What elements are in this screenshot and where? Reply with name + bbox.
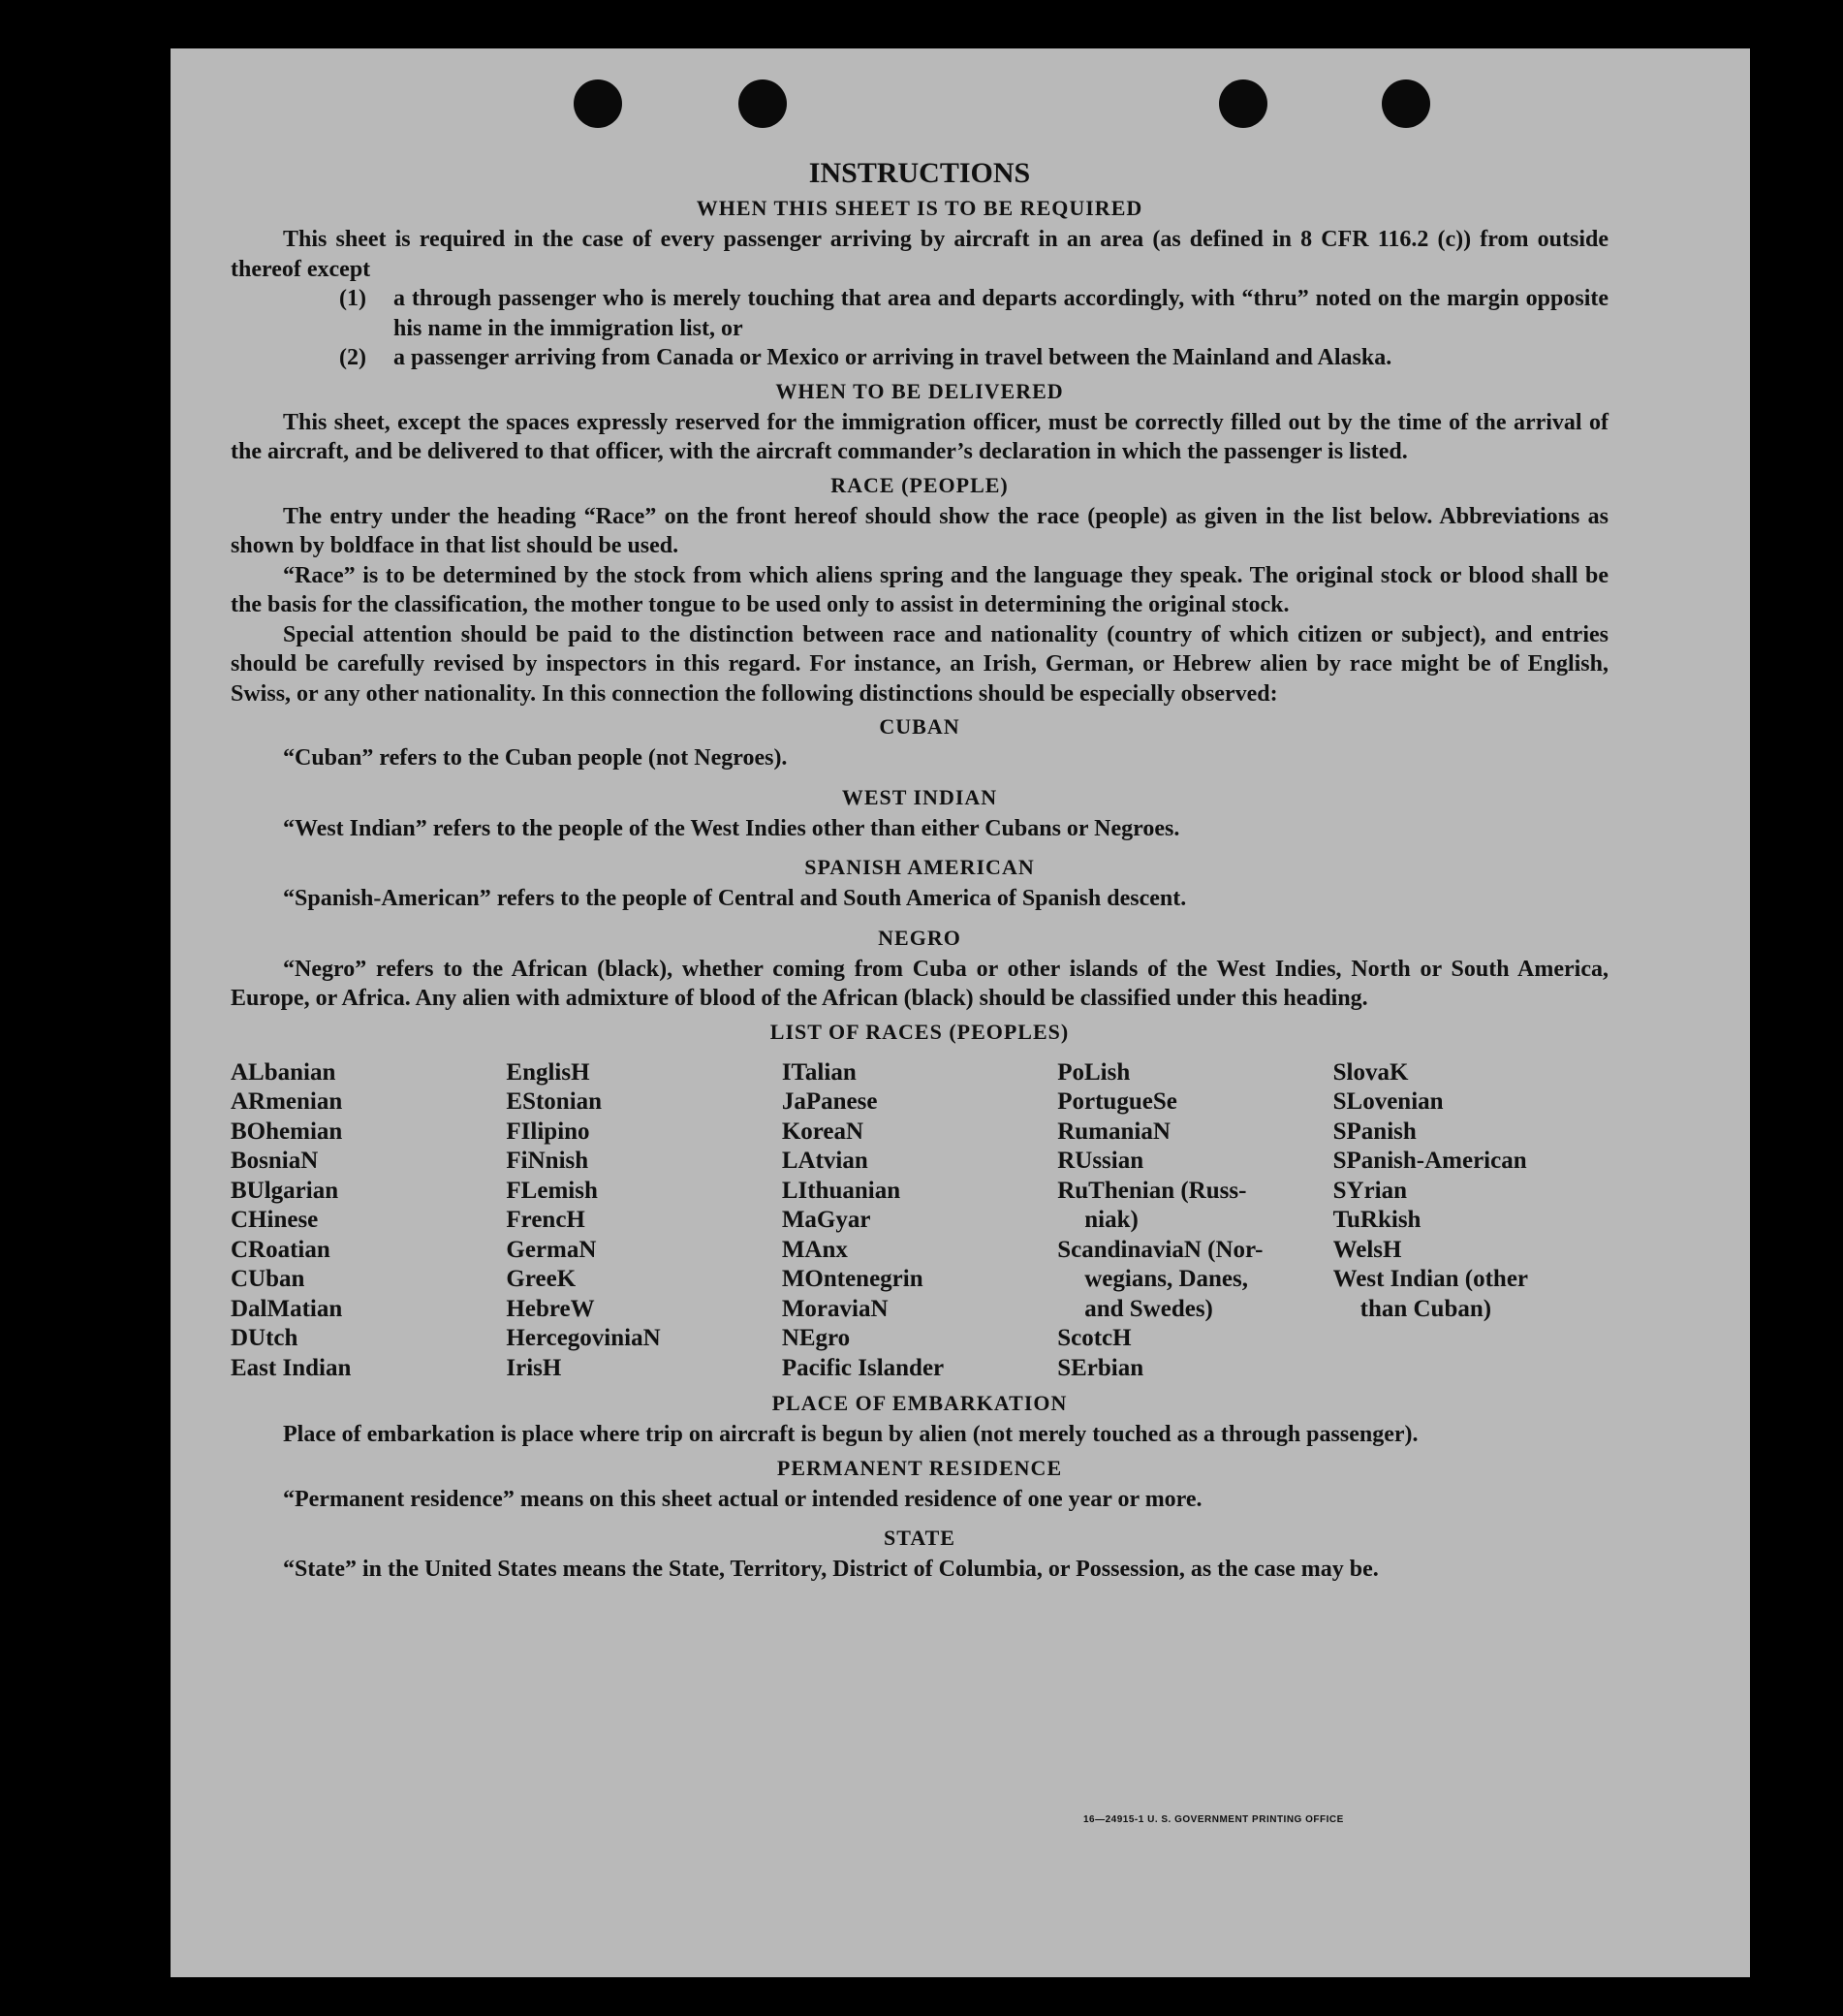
race-entry: FLemish bbox=[506, 1177, 598, 1204]
race-entry: and Swedes) bbox=[1084, 1295, 1213, 1322]
required-intro: This sheet is required in the case of every passenger arriving by aircraft in an area (as defined in 8 CFR 116.2 (c)) from outside thereof except bbox=[231, 227, 1609, 282]
cuban-text: “Cuban” refers to the Cuban people (not Negroes). bbox=[283, 745, 788, 771]
race-entry: MOntenegrin bbox=[781, 1266, 923, 1292]
list-item bbox=[339, 343, 1609, 373]
race-entry: SLovenian bbox=[1332, 1088, 1444, 1115]
page-title: INSTRUCTIONS bbox=[808, 157, 1031, 189]
race-entry: KoreaN bbox=[781, 1118, 864, 1145]
race-entry: BUlgarian bbox=[231, 1177, 339, 1204]
race-entry: NEgro bbox=[781, 1325, 851, 1351]
embarkation-text: Place of embarkation is place where trip on aircraft is begun by alien (not merely touched as a through passenger). bbox=[283, 1422, 1419, 1447]
race-entry: GermaN bbox=[506, 1236, 597, 1263]
west-indian-text: “West Indian” refers to the people of the West Indies other than either Cubans or Negroes. bbox=[283, 815, 1180, 841]
printing-office-imprint: 16—24915-1 U. S. GOVERNMENT PRINTING OFFICE bbox=[1083, 1814, 1344, 1825]
race-entry: DalMatian bbox=[231, 1295, 343, 1322]
race-entry: WelsH bbox=[1332, 1236, 1402, 1263]
spanish-american-text: “Spanish-American” refers to the people of Central and South America of Spanish descent. bbox=[283, 886, 1187, 911]
race-entry: FIlipino bbox=[506, 1118, 590, 1145]
heading-residence: PERMANENT RESIDENCE bbox=[776, 1455, 1063, 1480]
race-entry: ARmenian bbox=[231, 1088, 343, 1115]
list-item bbox=[339, 284, 1609, 343]
race-entry: ScotcH bbox=[1057, 1325, 1132, 1351]
race-paragraph: “Race” is to be determined by the stock from which aliens spring and the language they speak. The original stock or blood shall be the basis for the classification, the mother tongue to be used only to assist in determining the original stock. bbox=[231, 562, 1609, 617]
race-paragraph: Special attention should be paid to the distinction between race and nationality (country of which citizen or subject), and entries should be carefully revised by inspectors in this regard. For instance, an Irish, German, or Hebrew alien by race might be of English, Swiss, or any other nationality. In this connection the following distinctions should be especially observed: bbox=[231, 621, 1609, 707]
race-entry: CUban bbox=[231, 1266, 305, 1292]
race-entry: BOhemian bbox=[231, 1118, 343, 1145]
item-text: a passenger arriving from Canada or Mexico or arriving in travel between the Mainland and Alaska. bbox=[393, 345, 1392, 370]
race-entry: SErbian bbox=[1057, 1354, 1144, 1381]
race-entry: ITalian bbox=[781, 1058, 857, 1086]
race-entry: niak) bbox=[1084, 1207, 1139, 1233]
race-entry: JaPanese bbox=[781, 1088, 878, 1115]
race-entry: FrencH bbox=[506, 1207, 585, 1233]
race-entry: PoLish bbox=[1057, 1058, 1131, 1086]
race-entry: ALbanian bbox=[231, 1058, 336, 1086]
delivered-text: This sheet, except the spaces expressly reserved for the immigration officer, must be correctly filled out by the time of the arrival of the aircraft, and be delivered to that officer, with the aircraft commander’s declaration in which the passenger is listed. bbox=[231, 409, 1609, 464]
races-column bbox=[1333, 1058, 1609, 1384]
race-entry: West Indian (other bbox=[1332, 1266, 1529, 1292]
races-column bbox=[231, 1058, 506, 1384]
race-entry: DUtch bbox=[231, 1325, 298, 1351]
race-entry: FiNnish bbox=[506, 1148, 589, 1174]
race-entry: SPanish-American bbox=[1332, 1148, 1527, 1174]
race-entry: LAtvian bbox=[781, 1148, 868, 1174]
races-list bbox=[231, 1058, 1609, 1384]
race-paragraph: The entry under the heading “Race” on the front hereof should show the race (people) as given in the list below. Abbreviations as shown by boldface in that list should be used. bbox=[231, 503, 1609, 558]
form-sheet bbox=[171, 48, 1750, 1977]
race-entry: MAnx bbox=[781, 1236, 848, 1263]
race-entry: EStonian bbox=[506, 1088, 603, 1115]
race-entry: MaGyar bbox=[781, 1207, 871, 1233]
race-entry: GreeK bbox=[506, 1266, 577, 1292]
punch-hole bbox=[574, 79, 622, 128]
race-entry: HercegoviniaN bbox=[506, 1325, 661, 1351]
heading-list-of-races: LIST OF RACES (PEOPLES) bbox=[769, 1019, 1070, 1044]
race-entry: MoraviaN bbox=[781, 1295, 889, 1322]
race-entry: PortugueSe bbox=[1057, 1088, 1177, 1115]
item-number: (1) bbox=[339, 286, 366, 311]
race-entry: ScandinaviaN (Nor- bbox=[1057, 1236, 1264, 1263]
negro-text: “Negro” refers to the African (black), whether coming from Cuba or other islands of the West Indies, North or South America, Europe, or Africa. Any alien with admixture of blood of the African (black) should be classified under this heading. bbox=[231, 956, 1609, 1011]
heading-state: STATE bbox=[884, 1526, 955, 1550]
race-entry: HebreW bbox=[506, 1295, 595, 1322]
race-entry: SYrian bbox=[1332, 1177, 1408, 1204]
race-entry: BosniaN bbox=[231, 1148, 319, 1174]
heading-spanish-american: SPANISH AMERICAN bbox=[804, 855, 1035, 879]
race-entry: EnglisH bbox=[506, 1058, 590, 1086]
item-text: a through passenger who is merely touching that area and departs accordingly, with “thru” noted on the margin opposite his name in the immigration list, or bbox=[393, 286, 1609, 341]
race-entry: LIthuanian bbox=[781, 1177, 901, 1204]
race-entry: RuThenian (Russ- bbox=[1057, 1177, 1247, 1204]
race-entry: IrisH bbox=[506, 1354, 562, 1381]
race-entry: CHinese bbox=[231, 1207, 319, 1233]
race-entry: than Cuban) bbox=[1359, 1295, 1492, 1322]
punch-hole bbox=[1219, 79, 1267, 128]
races-column bbox=[506, 1058, 781, 1384]
race-entry: TuRkish bbox=[1332, 1207, 1421, 1233]
heading-west-indian: WEST INDIAN bbox=[841, 784, 998, 809]
races-column bbox=[1057, 1058, 1332, 1384]
instructions-content bbox=[231, 157, 1609, 1585]
race-entry: East Indian bbox=[231, 1354, 352, 1381]
race-entry: Pacific Islander bbox=[781, 1354, 945, 1381]
race-entry: RumaniaN bbox=[1057, 1118, 1171, 1145]
race-entry: SlovaK bbox=[1332, 1058, 1409, 1086]
state-text: “State” in the United States means the State, Territory, District of Columbia, or Possession, as the case may be. bbox=[283, 1557, 1379, 1582]
heading-negro: NEGRO bbox=[878, 925, 961, 950]
race-entry: CRoatian bbox=[231, 1236, 330, 1263]
race-entry: RUssian bbox=[1057, 1148, 1144, 1174]
heading-required: WHEN THIS SHEET IS TO BE REQUIRED bbox=[696, 196, 1143, 220]
residence-text: “Permanent residence” means on this sheet actual or intended residence of one year or more. bbox=[283, 1486, 1203, 1512]
heading-cuban: CUBAN bbox=[879, 714, 960, 739]
item-number: (2) bbox=[339, 345, 366, 370]
race-entry: SPanish bbox=[1332, 1118, 1417, 1145]
race-entry: wegians, Danes, bbox=[1084, 1266, 1248, 1292]
punch-hole bbox=[1382, 79, 1430, 128]
races-column bbox=[782, 1058, 1057, 1384]
heading-race: RACE (PEOPLE) bbox=[830, 472, 1009, 497]
punch-hole bbox=[738, 79, 787, 128]
heading-delivered: WHEN TO BE DELIVERED bbox=[775, 378, 1064, 403]
heading-embarkation: PLACE OF EMBARKATION bbox=[771, 1391, 1068, 1415]
